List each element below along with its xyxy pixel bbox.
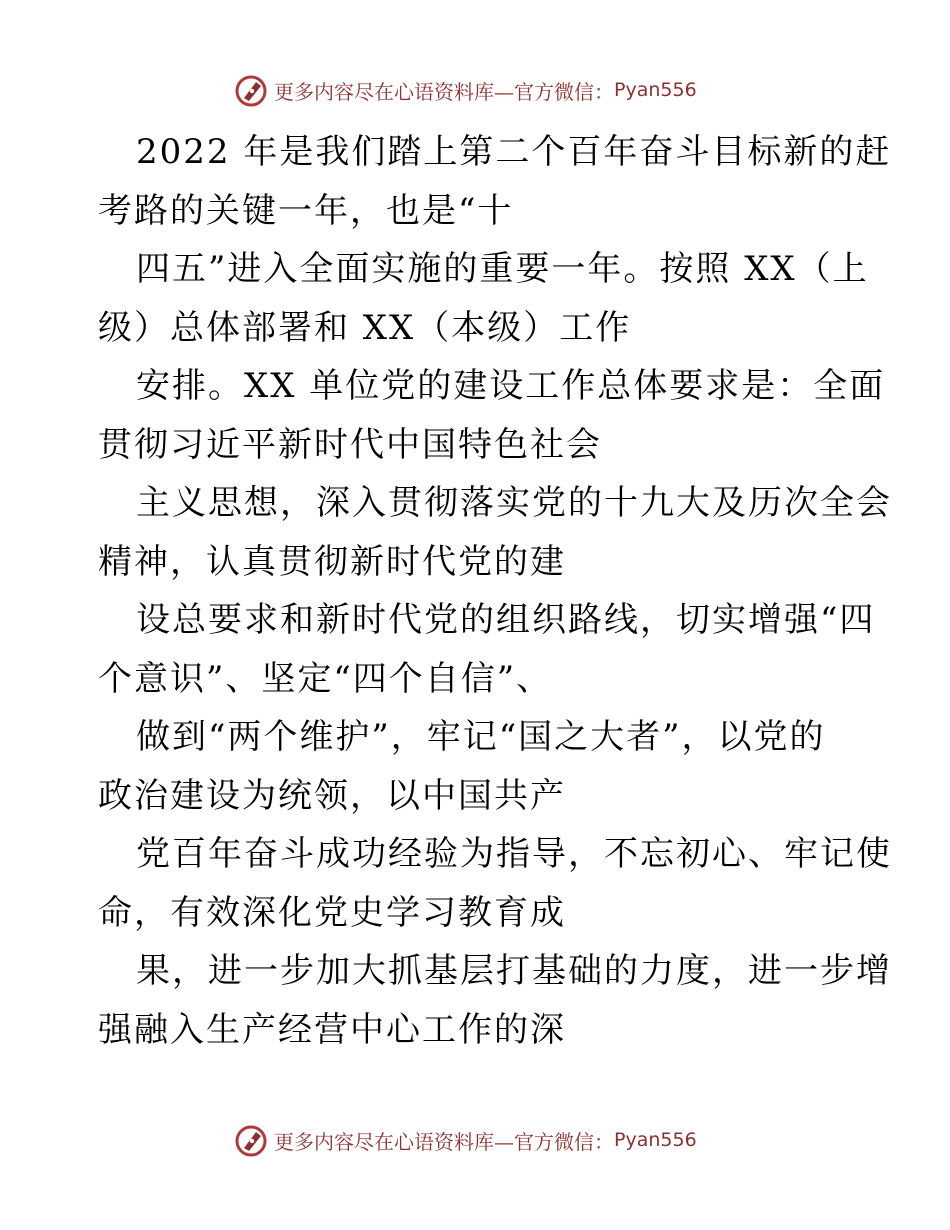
watermark-wechat: Pyan556 — [614, 1129, 697, 1151]
text-line: 党百年奋斗成功经验为指导，不忘初心、牢记使 — [136, 834, 892, 874]
text-line: 果，进一步加大抓基层打基础的力度，进一步增 — [136, 951, 892, 991]
pen-nib-logo-icon — [234, 72, 270, 108]
pen-nib-logo-icon — [234, 1122, 270, 1158]
watermark-text: 更多内容尽在心语资料库—官方微信： — [274, 79, 614, 104]
text-line: 政治建设为统领，以中国共产 — [98, 775, 566, 816]
watermark-text: 更多内容尽在心语资料库—官方微信： — [274, 1129, 614, 1154]
text-line: 主义思想，深入贯彻落实党的十九大及历次全会 — [136, 483, 892, 523]
text-line: 四五”进入全面实施的重要一年。按照 XX（上 — [136, 249, 869, 289]
text-line: 安排。XX 单位党的建设工作总体要求是：全面 — [136, 366, 886, 406]
text-line: 设总要求和新时代党的组织路线，切实增强“四 — [136, 600, 876, 640]
watermark-wechat: Pyan556 — [614, 79, 697, 101]
text-line: 命，有效深化党史学习教育成 — [98, 892, 566, 933]
footer-watermark — [234, 1120, 697, 1160]
body-paragraph — [98, 123, 892, 1059]
text-line: 级）总体部署和 XX（本级）工作 — [98, 307, 632, 348]
header-watermark — [234, 70, 697, 110]
text-line: 强融入生产经营中心工作的深 — [98, 1009, 566, 1050]
text-line: 精神，认真贯彻新时代党的建 — [98, 541, 566, 582]
text-line: 贯彻习近平新时代中国特色社会 — [98, 424, 602, 465]
text-line: 做到“两个维护”，牢记“国之大者”，以党的 — [136, 717, 826, 757]
text-line: 2022 年是我们踏上第二个百年奋斗目标新的赶 — [136, 132, 892, 172]
text-line: 考路的关键一年，也是“十 — [98, 190, 514, 231]
text-line: 个意识”、坚定“四个自信”、 — [98, 658, 553, 699]
